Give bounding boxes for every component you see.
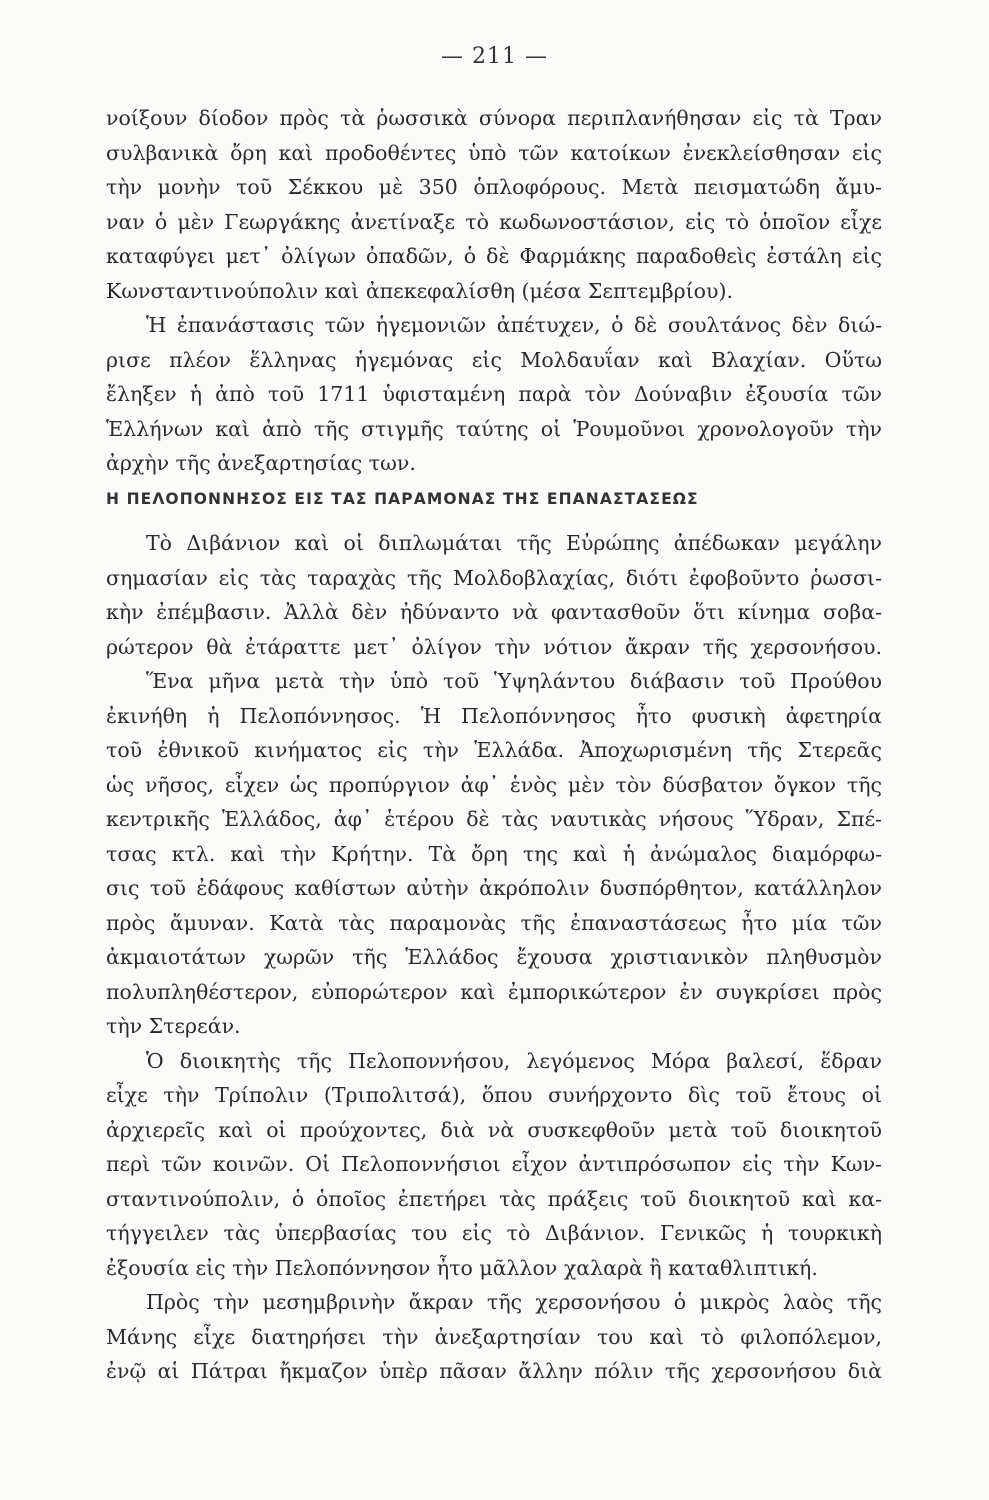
text-line: Τὸ Διβάνιον καὶ οἱ διπλωμάται τῆς Εὐρώπης ἀπέδωκαν μεγάλην bbox=[146, 531, 882, 555]
text-line: Μάνης εἶχε διατηρήσει τὴν ἀνεξαρτησίαν του καὶ τὸ φιλοπόλεμον, bbox=[106, 1324, 882, 1349]
text-line: σταντινούπολιν, ὁ ὁποῖος ἐπετήρει τὰς πράξεις τοῦ διοικητοῦ καὶ κα- bbox=[106, 1186, 882, 1211]
text-line: τὴν μονὴν τοῦ Σέκκου μὲ 350 ὁπλοφόρους. Μετὰ πεισματώδη ἄμυ- bbox=[106, 175, 882, 199]
text-line: ρισε πλέον ἕλληνας ἡγεμόνας εἰς Μολδαυΐαν καὶ Βλαχίαν. Οὕτω bbox=[106, 347, 882, 372]
text-line: εἶχε τὴν Τρίπολιν (Τριπολιτσά), ὅπου συνήρχοντο δὶς τοῦ ἔτους οἱ bbox=[106, 1083, 882, 1107]
text-line: Ἕνα μῆνα μετὰ τὴν ὑπὸ τοῦ Ὑψηλάντου διάβασιν τοῦ Προύθου bbox=[146, 669, 882, 693]
text-line: καταφύγει μετ᾽ ὀλίγων ὀπαδῶν, ὁ δὲ Φαρμάκης παραδοθεὶς ἐστάλη εἰς bbox=[106, 244, 882, 268]
page-number: — 211 — bbox=[441, 44, 548, 69]
text-line: ἐξουσία εἰς τὴν Πελοπόννησον ἦτο μᾶλλον χαλαρὰ ἢ καταθλιπτική. bbox=[106, 1255, 818, 1280]
text-line: περὶ τῶν κοινῶν. Οἱ Πελοποννήσιοι εἶχον ἀντιπρόσωπον εἰς τὴν Κων- bbox=[106, 1152, 882, 1176]
top-paragraphs bbox=[106, 101, 882, 481]
text-line: ἀρχιερεῖς καὶ οἱ προύχοντες, διὰ νὰ συσκεφθοῦν μετὰ τοῦ διοικητοῦ bbox=[106, 1117, 882, 1142]
text-line: πρὸς ἄμυναν. Κατὰ τὰς παραμονὰς τῆς ἐπαναστάσεως ἦτο μία τῶν bbox=[106, 910, 882, 935]
text-line: τήγγειλεν τὰς ὑπερβασίας του εἰς τὸ Διβάνιον. Γενικῶς ἡ τουρκικὴ bbox=[106, 1221, 882, 1245]
text-line: τοῦ ἐθνικοῦ κινήματος εἰς τὴν Ἑλλάδα. Ἀποχωρισμένη τῆς Στερεᾶς bbox=[106, 738, 882, 762]
text-line: πολυπληθέστερον, εὐπορώτερον καὶ ἐμπορικώτερον ἐν συγκρίσει πρὸς bbox=[106, 979, 882, 1004]
text-line: ἀρχὴν τῆς ἀνεξαρτησίας των. bbox=[106, 451, 416, 475]
text-line: ρώτερον θὰ ἐτάραττε μετ᾽ ὀλίγον τὴν νότιον ἄκραν τῆς χερσονήσου. bbox=[106, 634, 882, 659]
section-paragraphs bbox=[106, 526, 882, 1389]
text-line: ναν ὁ μὲν Γεωργάκης ἀνετίναξε τὸ κωδωνοστάσιον, εἰς τὸ ὁποῖον εἶχε bbox=[106, 209, 882, 234]
text-line: Ὁ διοικητὴς τῆς Πελοποννήσου, λεγόμενος Μόρα βαλεσί, ἕδραν bbox=[146, 1048, 882, 1073]
text-line: Πρὸς τὴν μεσημβρινὴν ἄκραν τῆς χερσονήσου ὁ μικρὸς λαὸς τῆς bbox=[146, 1290, 882, 1314]
text-line: τσας κτλ. καὶ τὴν Κρήτην. Τὰ ὄρη της καὶ ἡ ἀνώμαλος διαμόρφω- bbox=[106, 841, 882, 866]
text-line: ἐνῷ αἱ Πάτραι ἤκμαζον ὑπὲρ πᾶσαν ἄλλην πόλιν τῆς χερσονήσου διὰ bbox=[106, 1359, 882, 1383]
text-line: ἀκμαιοτάτων χωρῶν τῆς Ἑλλάδος ἔχουσα χριστιανικὸν πληθυσμὸν bbox=[106, 945, 882, 969]
section-heading: Η ΠΕΛΟΠΟΝΝΗΣΟΣ ΕΙΣ ΤΑΣ ΠΑΡΑΜΟΝΑΣ ΤΗΣ ΕΠΑΝΑΣΤΑΣΕΩΣ bbox=[106, 490, 699, 508]
text-line: ὡς νῆσος, εἶχεν ὡς προπύργιον ἀφ᾽ ἑνὸς μὲν τὸν δύσβατον ὄγκον τῆς bbox=[106, 772, 882, 797]
text-line: σις τοῦ ἐδάφους καθίστων αὐτὴν ἀκρόπολιν δυσπόρθητον, κατάλληλον bbox=[106, 876, 882, 900]
text-line: ἔληξεν ἡ ἀπὸ τοῦ 1711 ὑφισταμένη παρὰ τὸν Δούναβιν ἐξουσία τῶν bbox=[106, 382, 882, 406]
text-line: τὴν Στερεάν. bbox=[106, 1014, 241, 1038]
text-line: συλβανικὰ ὄρη καὶ προδοθέντες ὑπὸ τῶν κατοίκων ἐνεκλείσθησαν εἰς bbox=[106, 140, 882, 165]
text-line: Ἑλλήνων καὶ ἀπὸ τῆς στιγμῆς ταύτης οἱ Ῥουμοῦνοι χρονολογοῦν τὴν bbox=[106, 416, 882, 441]
text-line: Κωνσταντινούπολιν καὶ ἀπεκεφαλίσθη (μέσα Σεπτεμβρίου). bbox=[106, 278, 733, 303]
text-line: νοίξουν δίοδον πρὸς τὰ ῥωσσικὰ σύνορα περιπλανήθησαν εἰς τὰ Τραν bbox=[106, 106, 882, 130]
text-line: ἐκινήθη ἡ Πελοπόννησος. Ἡ Πελοπόννησος ἦτο φυσικὴ ἀφετηρία bbox=[106, 703, 882, 728]
text-line: Ἡ ἐπανάστασις τῶν ἡγεμονιῶν ἀπέτυχεν, ὁ δὲ σουλτάνος δὲν διώ- bbox=[146, 313, 882, 337]
text-line: κὴν ἐπέμβασιν. Ἀλλὰ δὲν ἠδύναντο νὰ φαντασθοῦν ὅτι κίνημα σοβα- bbox=[106, 600, 882, 624]
text-line: σημασίαν εἰς τὰς ταραχὰς τῆς Μολδοβλαχίας, διότι ἐφοβοῦντο ῥωσσι- bbox=[106, 565, 882, 590]
text-line: κεντρικῆς Ἑλλάδος, ἀφ᾽ ἑτέρου δὲ τὰς ναυτικὰς νήσους Ὕδραν, Σπέ- bbox=[106, 807, 882, 831]
